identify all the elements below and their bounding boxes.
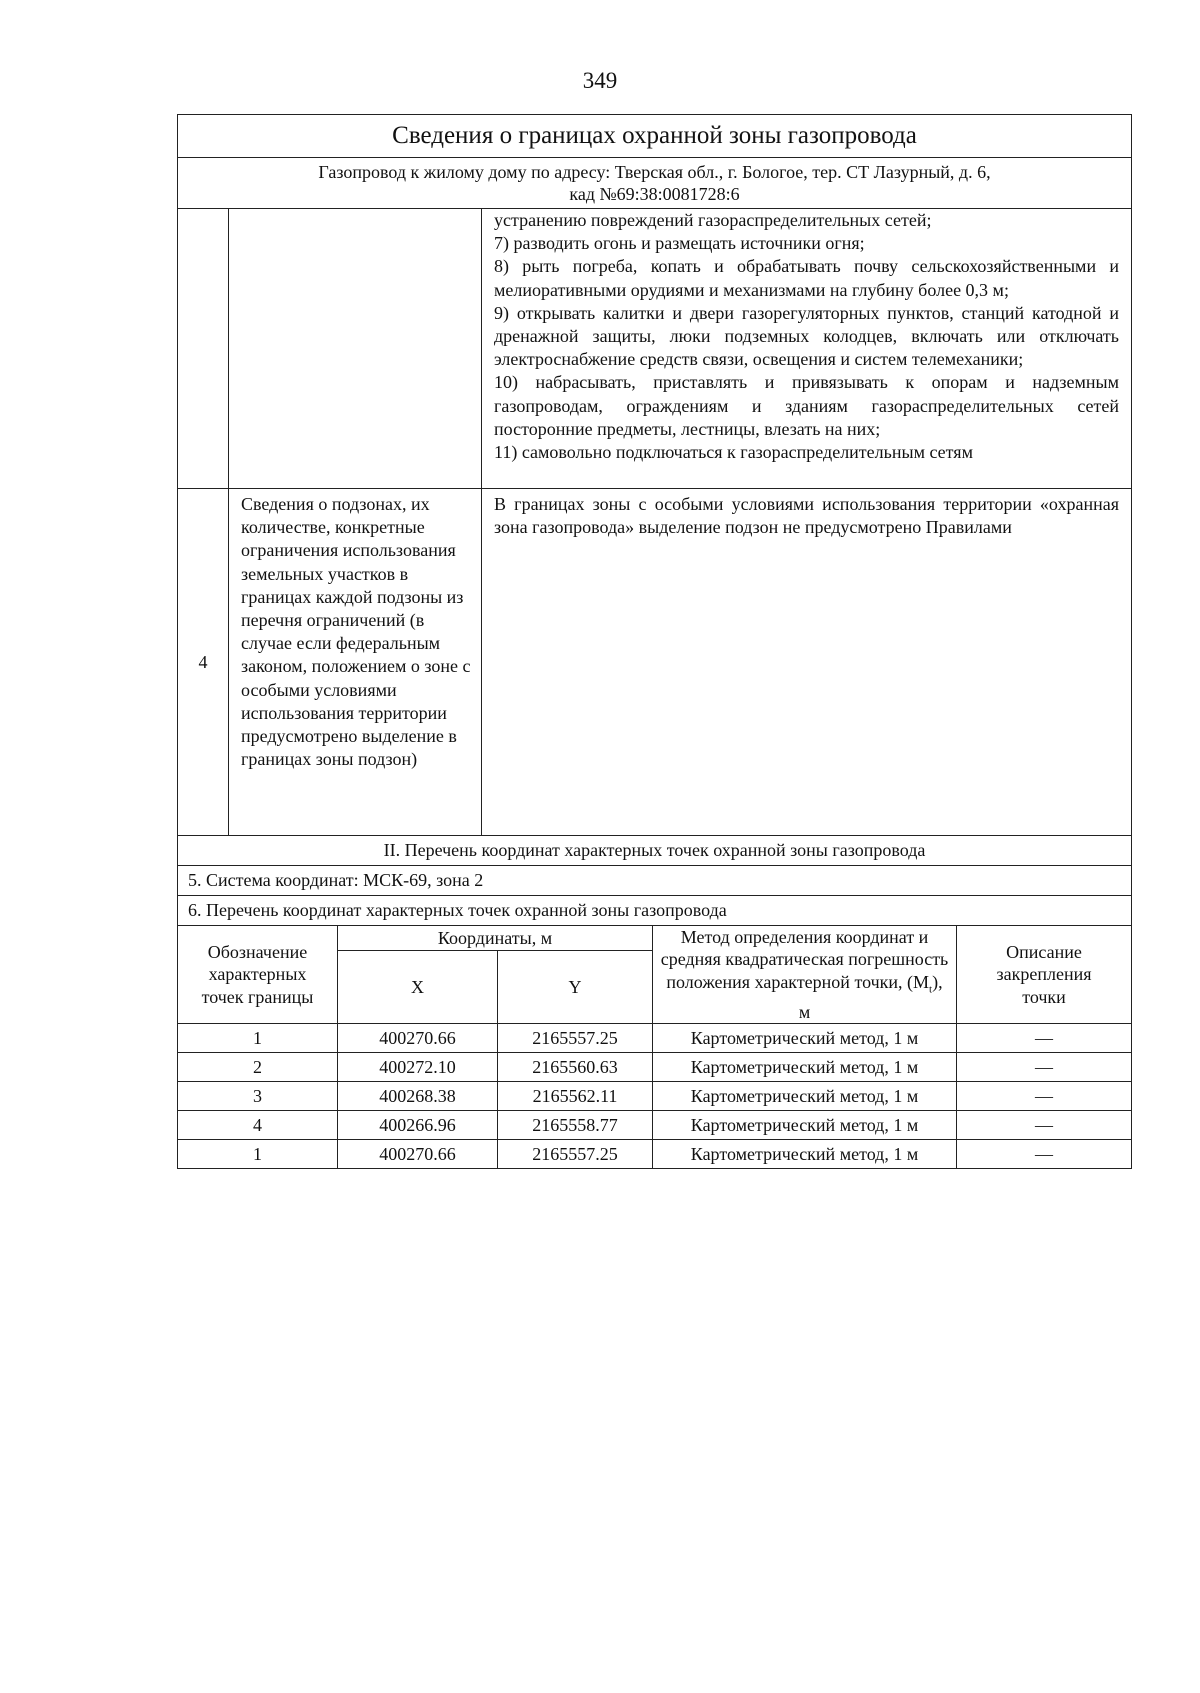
- x-value: 400268.38: [338, 1082, 498, 1111]
- description-value: —: [957, 1111, 1132, 1140]
- description-value: —: [957, 1053, 1132, 1082]
- header-y: Y: [498, 951, 653, 1024]
- header-description: Описание закрепления точки: [957, 925, 1132, 1024]
- point-id: 3: [178, 1082, 338, 1111]
- point-id: 2: [178, 1053, 338, 1082]
- continued-name-cell: [229, 209, 482, 489]
- point-id: 1: [178, 1140, 338, 1169]
- method-value: Картометрический метод, 1 м: [653, 1111, 957, 1140]
- description-value: —: [957, 1024, 1132, 1053]
- y-value: 2165562.11: [498, 1082, 653, 1111]
- y-value: 2165557.25: [498, 1140, 653, 1169]
- table-row: [178, 1140, 1132, 1169]
- point-id: 1: [178, 1024, 338, 1053]
- restriction-line: 8) рыть погреба, копать и обрабатывать почву сельскохозяйственными и мелиоративными орудиями и механизмами на глубину более 0,3 м;: [494, 256, 1120, 300]
- section-heading: II. Перечень координат характерных точек охранной зоны газопровода: [178, 836, 1132, 866]
- object-subtitle: [178, 158, 1132, 209]
- y-value: 2165560.63: [498, 1053, 653, 1082]
- header-coordinates: Координаты, м: [338, 925, 653, 951]
- points-list-title: 6. Перечень координат характерных точек охранной зоны газопровода: [178, 896, 1132, 926]
- header-method: Метод определения координат и средняя квадратическая погрешность положения характерной точки, $(M_t)$, м: [653, 925, 957, 1024]
- restriction-line: 7) разводить огонь и размещать источники огня;: [494, 233, 865, 254]
- y-value: 2165558.77: [498, 1111, 653, 1140]
- header-point: Обозначение характерных точек границы: [178, 925, 338, 1024]
- continued-number-cell: [178, 209, 229, 489]
- x-value: 400270.66: [338, 1140, 498, 1169]
- table-row: [178, 1082, 1132, 1111]
- coordinate-system: 5. Система координат: МСК-69, зона 2: [178, 866, 1132, 896]
- document-title: Сведения о границах охранной зоны газопровода: [178, 115, 1132, 158]
- restriction-line: устранению повреждений газораспределительных сетей;: [494, 210, 932, 230]
- continued-content-cell: [482, 209, 1132, 489]
- table-row: [178, 1111, 1132, 1140]
- point-id: 4: [178, 1111, 338, 1140]
- method-value: Картометрический метод, 1 м: [653, 1024, 957, 1053]
- row-content: В границах зоны с особыми условиями использования территории «охранная зона газопровода» выделение подзон не предусмотрено Правилами: [482, 489, 1132, 836]
- header-x: X: [338, 951, 498, 1024]
- table-row: [178, 1024, 1132, 1053]
- restriction-line: 9) открывать калитки и двери газорегуляторных пунктов, станций катодной и дренажной защиты, люки подземных колодцев, включать или отключать электроснабжение средств связи, освещения и систем телемеханики;: [494, 302, 1120, 370]
- restriction-line: 10) набрасывать, приставлять и привязывать к опорам и надземным газопроводам, ограждениям и зданиям газораспределительных сетей посторонние предметы, лестницы, влезать на них;: [494, 372, 1120, 439]
- document-body: [177, 114, 1131, 1169]
- subtitle-line-2: кад №69:38:0081728:6: [569, 184, 740, 204]
- page-number: 349: [582, 68, 618, 93]
- info-table: [177, 114, 1132, 926]
- row-name: Сведения о подзонах, их количестве, конкретные ограничения использования земельных участков в границах каждой подзоны из перечня ограничений (в случае если федеральным законом, положением о зоне с особыми условиями использования территории предусмотрено выделение в границах зоны подзон): [229, 489, 482, 836]
- row-number: 4: [178, 489, 229, 836]
- restriction-line: 11) самовольно подключаться к газораспределительным сетям: [494, 442, 973, 463]
- method-value: Картометрический метод, 1 м: [653, 1082, 957, 1111]
- x-value: 400270.66: [338, 1024, 498, 1053]
- x-value: 400272.10: [338, 1053, 498, 1082]
- description-value: —: [957, 1140, 1132, 1169]
- description-value: —: [957, 1082, 1132, 1111]
- method-value: Картометрический метод, 1 м: [653, 1053, 957, 1082]
- method-value: Картометрический метод, 1 м: [653, 1140, 957, 1169]
- x-value: 400266.96: [338, 1111, 498, 1140]
- coordinates-table: [177, 925, 1132, 1170]
- table-row: [178, 1053, 1132, 1082]
- y-value: 2165557.25: [498, 1024, 653, 1053]
- subtitle-line-1: Газопровод к жилому дому по адресу: Тверская обл., г. Бологое, тер. СТ Лазурный, д. 6,: [318, 162, 991, 182]
